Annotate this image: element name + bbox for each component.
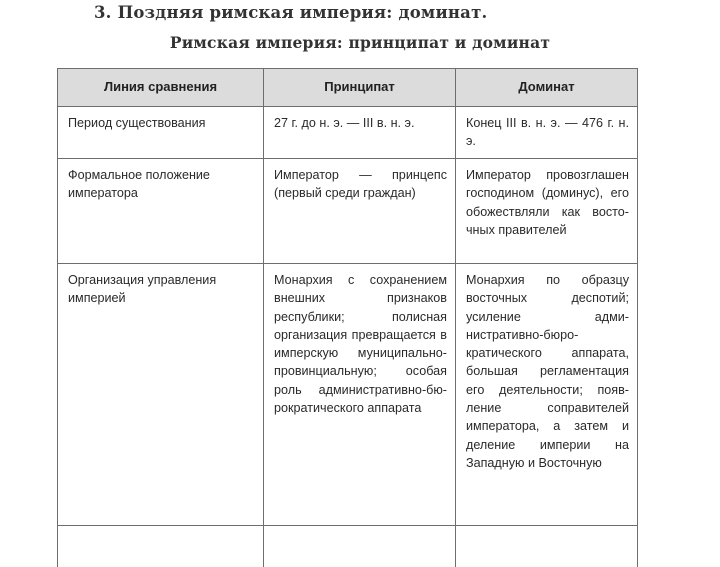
dominate-cell: Император провозглашен господином (доминус), его обожествляли как восточных правителей <box>456 159 638 264</box>
dominate-cell: Монархия по образцу восточных деспотий; усиление административно-бюрократического аппарата, большая регламентация его деятельности; появление соправителей императора, а затем и деление империи на Западную и Восточную <box>456 264 638 526</box>
column-header-principate: Принципат <box>264 69 456 107</box>
section-heading: 3. Поздняя римская империя: доминат. <box>94 3 487 22</box>
comparison-table <box>57 68 638 567</box>
dominate-cell <box>456 526 638 567</box>
principate-cell: Император — принцепс (первый среди граждан) <box>264 159 456 264</box>
principate-cell: Монархия с сохранением внешних признаков республики; полисная организация превращается в имперскую муниципально-провинциальную; особая роль административно-бюрократического аппарата <box>264 264 456 526</box>
row-label: Организация управления империей <box>58 264 264 526</box>
row-label: Период существования <box>58 107 264 159</box>
column-header-comparison-line: Линия сравнения <box>58 69 264 107</box>
table-row <box>58 264 638 526</box>
row-label: Формальное положение императора <box>58 159 264 264</box>
table-title: Римская империя: принципат и доминат <box>0 33 720 52</box>
table-row <box>58 107 638 159</box>
table-row <box>58 159 638 264</box>
principate-cell: 27 г. до н. э. — III в. н. э. <box>264 107 456 159</box>
table-header-row <box>58 69 638 107</box>
column-header-dominate: Доминат <box>456 69 638 107</box>
principate-cell <box>264 526 456 567</box>
dominate-cell: Конец III в. н. э. — 476 г. н. э. <box>456 107 638 159</box>
row-label <box>58 526 264 567</box>
table-row <box>58 526 638 567</box>
